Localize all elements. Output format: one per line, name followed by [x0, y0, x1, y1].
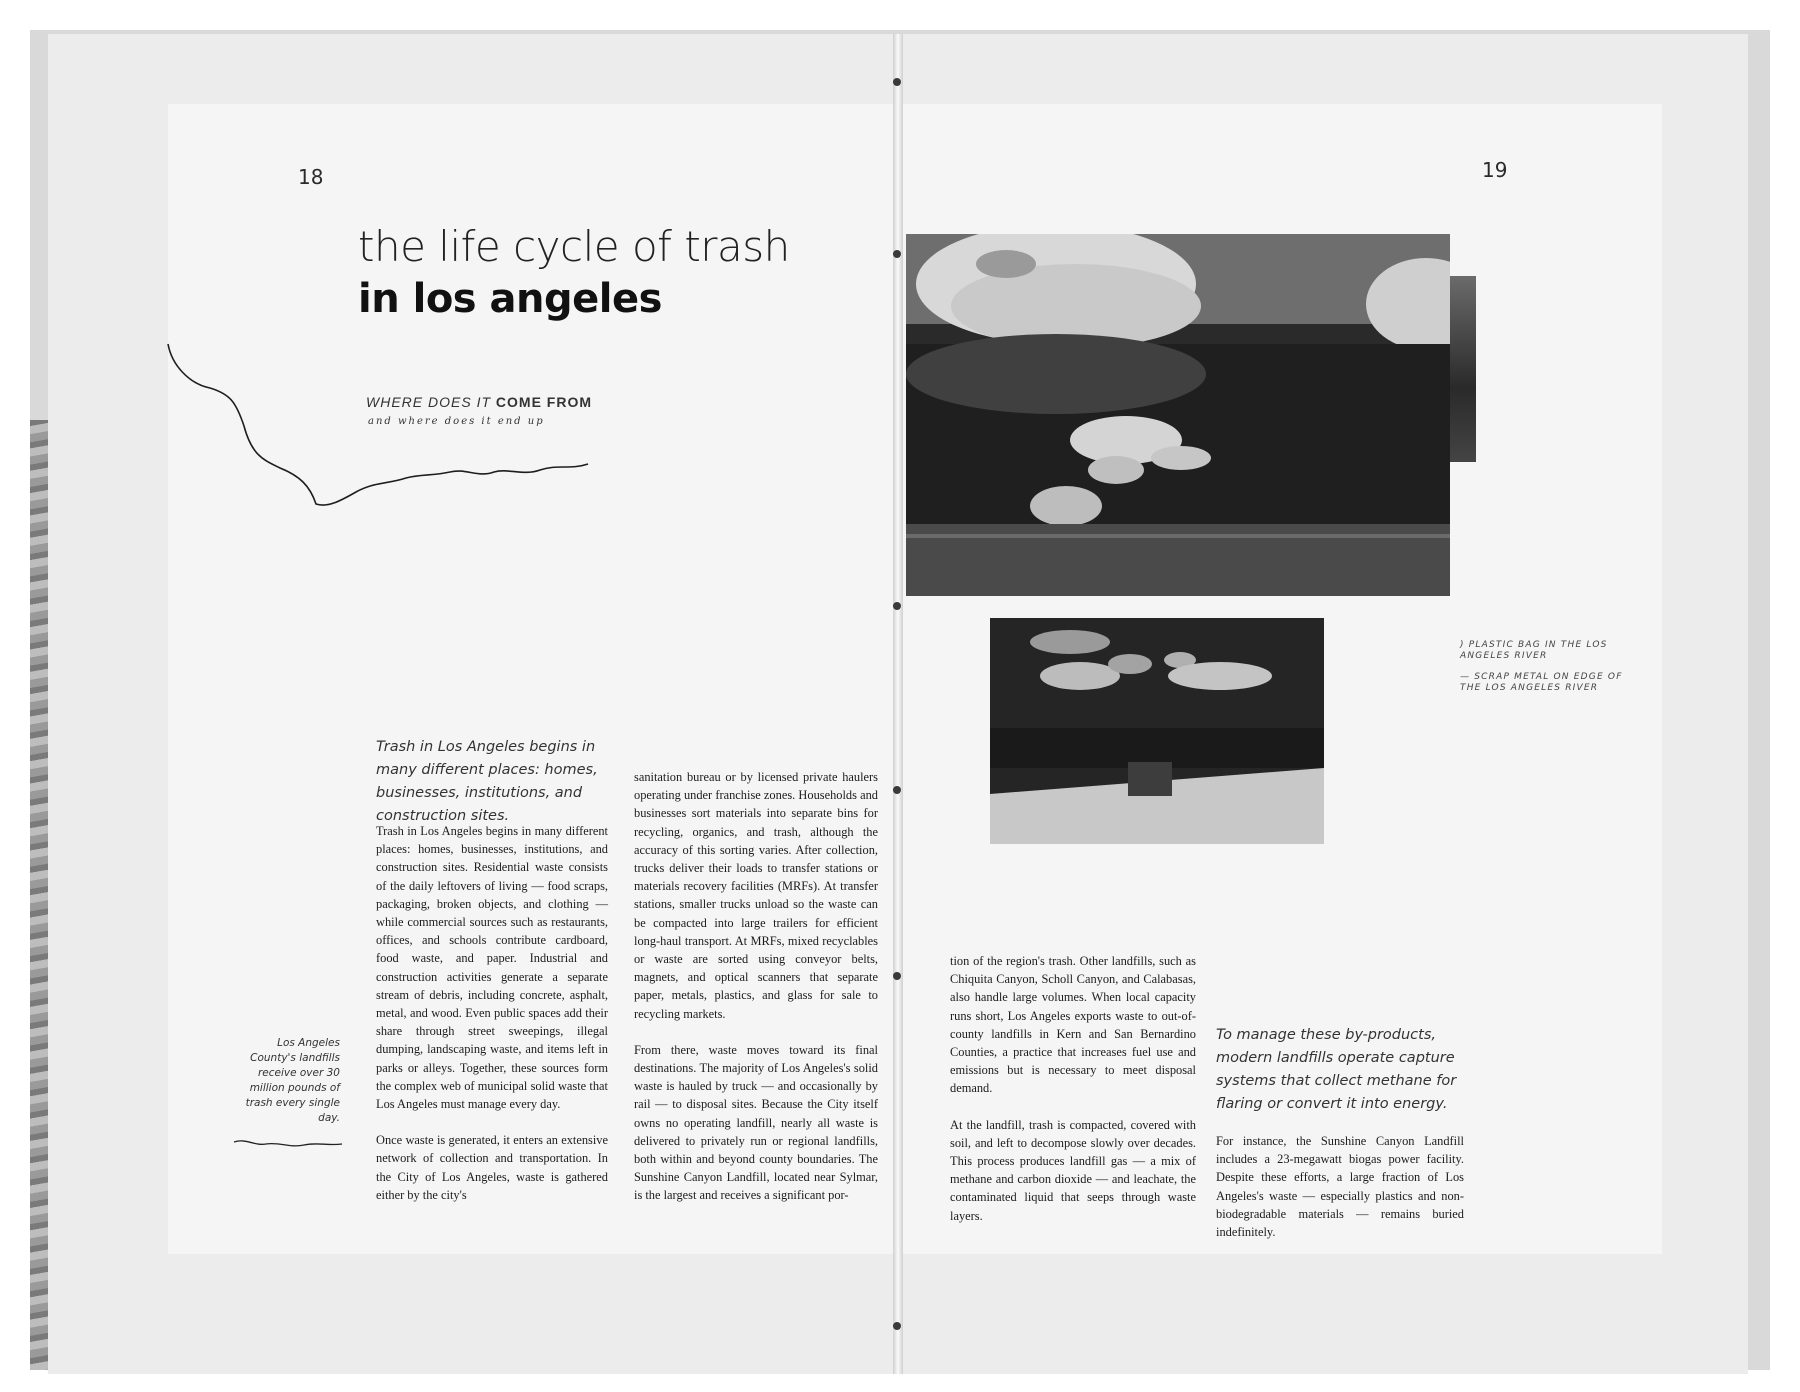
caption-scrap-metal	[1460, 672, 1640, 694]
paragraph: From there, waste moves toward its final destinations. The majority of Los Angeles's solid waste is hauled by truck — and occasionally by rail — to disposal sites. Because the City itself owns no operating landfill, nearly all waste is delivered to privately run or regional landfills, both within and beyond county boundaries. The Sunshine Canyon Landfill, located near Sylmar, is the largest and receives a significant por-	[634, 1042, 878, 1203]
caption-mark: )	[1460, 640, 1465, 650]
paragraph: At the landfill, trash is compacted, covered with soil, and left to decompose slowly over decades. This process produces landfill gas — a mix of methane and carbon dioxide — and leachate, the contaminated liquid that seeps through waste layers.	[950, 1117, 1196, 1223]
paragraph: tion of the region's trash. Other landfills, such as Chiquita Canyon, Scholl Canyon, and Calabasas, also handle large volumes. When local capacity runs short, Los Angeles exports waste to out-of-county landfills in Kern and San Bernardino Counties, a practice that increases fuel use and emissions but is necessary to meet disposal demand.	[950, 954, 1196, 1096]
kicker-subtitle: and where does it end up	[368, 416, 545, 427]
staple	[893, 1322, 901, 1330]
lede-right: To manage these by-products, modern landfills operate capture systems that collect methane for flaring or convert it into energy.	[1216, 1027, 1457, 1112]
sidenote-squiggle	[232, 1136, 344, 1152]
photo-strip	[1450, 276, 1476, 462]
paragraph: sanitation bureau or by licensed private haulers operating under franchise zones. Households and businesses sort materials into separate bins for recycling, organics, and trash, although the accuracy of this sorting varies. After collection, trucks deliver their loads to transfer stations or materials recovery facilities (MRFs). At transfer stations, smaller trucks unload so the waste can be compacted into large trailers for efficient long-haul transport. At MRFs, mixed recyclables or waste are sorted using conveyor belts, magnets, and optical scanners that separate paper, metals, plastics, and glass for sale to recycling markets.	[634, 770, 878, 1021]
title-line-2: in los angeles	[358, 276, 662, 322]
staple	[893, 786, 901, 794]
caption-mark: —	[1460, 672, 1471, 682]
title-line-1: the life cycle of trash	[358, 222, 790, 271]
paragraph: Once waste is generated, it enters an extensive network of collection and transportation. In the City of Los Angeles, waste is gathered either by the city's	[376, 1133, 608, 1202]
page-number-left: 18	[298, 165, 324, 189]
caption-plastic-bag	[1460, 640, 1620, 662]
kicker-bold: COME FROM	[495, 394, 593, 410]
body-column-1	[376, 822, 608, 1222]
river-boulders-photo	[906, 234, 1450, 596]
paragraph: For instance, the Sunshine Canyon Landfill includes a 23-megawatt biogas power facility. Despite these efforts, a large fraction of Los Angeles's waste — especially plastics and non-biodegradable materials — remains buried indefinitely.	[1216, 1134, 1464, 1240]
caption-text: SCRAP METAL ON EDGE OF THE LOS ANGELES RIVER	[1460, 672, 1623, 693]
kicker-italic: WHERE DOES IT	[366, 394, 496, 410]
river-boulders-image	[906, 234, 1450, 596]
body-column-2	[634, 768, 878, 1223]
staple	[893, 250, 901, 258]
staple	[893, 972, 901, 980]
kicker	[366, 394, 592, 410]
staple	[893, 78, 901, 86]
paragraph: Trash in Los Angeles begins in many different places: homes, businesses, institutions, and construction sites. Residential waste consists of the daily leftovers of living — food scraps, packaging, broken objects, and clothing — while commercial sources such as restaurants, offices, and schools contribute cardboard, food waste, and paper. Industrial and construction activities generate a separate stream of debris, including concrete, asphalt, metal, and wood. Even public spaces add their share through street sweepings, illegal dumping, landscaping waste, and items left in parks or alleys. Together, these sources form the complex web of municipal solid waste that Los Angeles must manage every day.	[376, 824, 608, 1112]
body-column-3	[950, 952, 1196, 1243]
body-column-4	[1216, 1132, 1464, 1259]
page-number-right: 19	[1482, 158, 1508, 182]
river-edge-image	[990, 618, 1324, 844]
binding-gutter	[893, 34, 903, 1374]
lede-left: Trash in Los Angeles begins in many different places: homes, businesses, institutions, and construction sites.	[376, 739, 598, 824]
sidenote: Los Angeles County's landfills receive over 30 million pounds of trash every single day.	[245, 1037, 340, 1124]
staple	[893, 602, 901, 610]
caption-text: PLASTIC BAG IN THE LOS ANGELES RIVER	[1460, 640, 1608, 661]
scrap-metal-photo	[990, 618, 1324, 844]
